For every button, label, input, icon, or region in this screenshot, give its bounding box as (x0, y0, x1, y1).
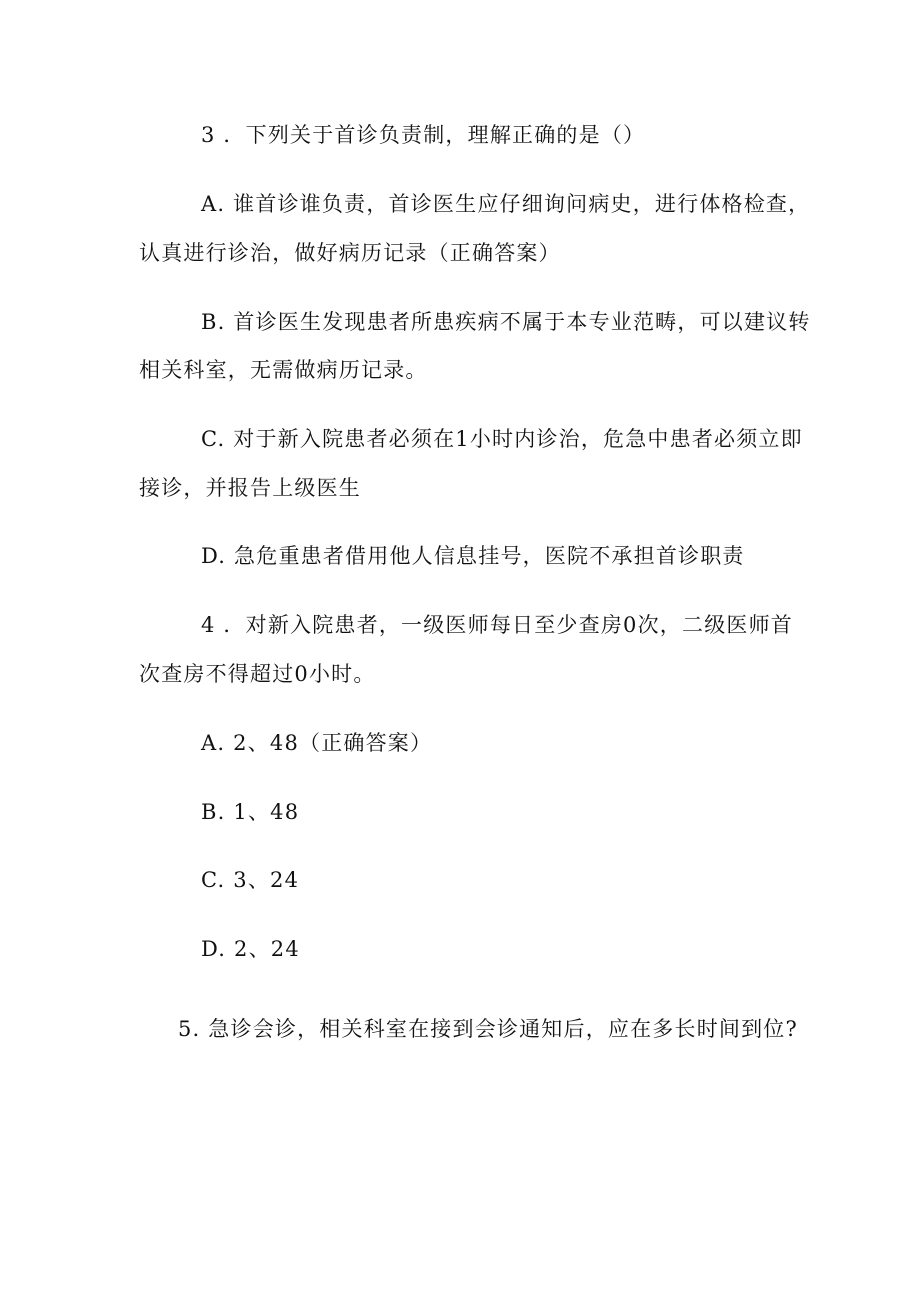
question-3-option-d: D. 急危重患者借用他人信息挂号，医院不承担首诊职责 (201, 544, 745, 568)
question-4-stem-continued: 次查房不得超过0小时。 (139, 662, 376, 686)
question-4-stem: 4 ．对新入院患者，一级医师每日至少查房0次，二级医师首 (201, 613, 793, 637)
question-4-option-b: B. 1、48 (201, 800, 300, 824)
question-3-option-a-continued: 认真进行诊治，做好病历记录（正确答案） (139, 241, 561, 265)
question-3-option-c-continued: 接诊，并报告上级医生 (139, 476, 361, 500)
question-4-option-d: D. 2、24 (201, 937, 300, 961)
question-4-option-c: C. 3、24 (201, 868, 300, 892)
question-3-stem: 3 ．下列关于首诊负责制，理解正确的是（） (201, 123, 646, 147)
question-3-option-b: B. 首诊医生发现患者所患疾病不属于本专业范畴，可以建议转 (201, 310, 811, 334)
question-4-option-a: A. 2、48（正确答案） (201, 731, 433, 755)
question-3-option-c: C. 对于新入院患者必须在1小时内诊治，危急中患者必须立即 (201, 427, 803, 451)
question-3-option-b-continued: 相关科室，无需做病历记录。 (139, 358, 428, 382)
question-3-option-a: A. 谁首诊谁负责，首诊医生应仔细询问病史，进行体格检查， (201, 192, 811, 216)
question-5-stem: 5. 急诊会诊，相关科室在接到会诊通知后，应在多长时间到位? (178, 1017, 798, 1041)
